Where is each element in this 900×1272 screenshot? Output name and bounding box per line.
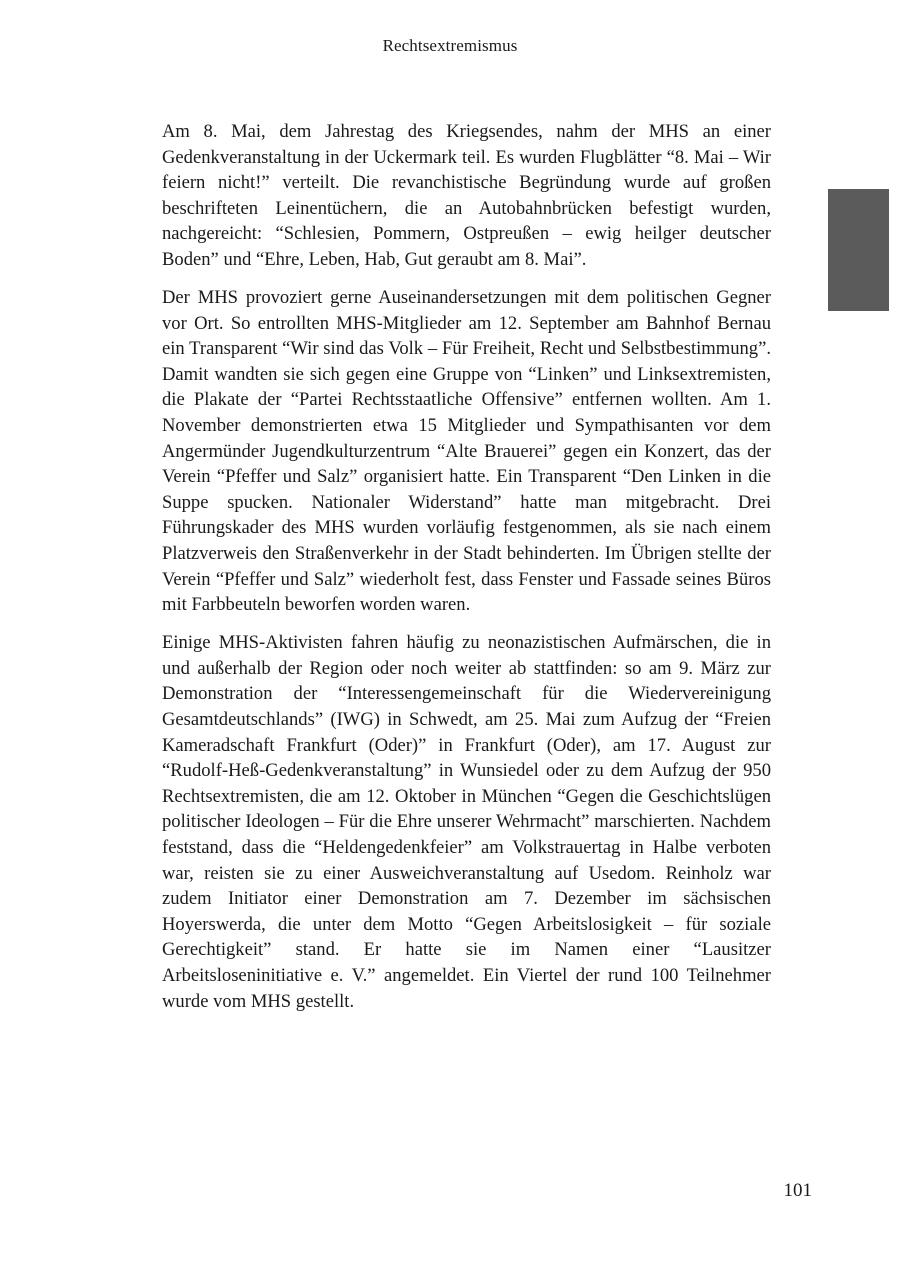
- paragraph-1: Am 8. Mai, dem Jahrestag des Kriegsendes, nahm der MHS an einer Gedenkveranstaltung in der Uckermark teil. Es wurden Flugblätter “8. Mai – Wir feiern nicht!” verteilt. Die revanchistische Begründung wurde auf großen beschrifteten Leinentüchern, die an Autobahnbrücken befestigt wurden, nachgereicht: “Schlesien, Pommern, Ostpreußen – ewig heilger deutscher Boden” und “Ehre, Leben, Hab, Gut geraubt am 8. Mai”.: [162, 121, 771, 270]
- paragraph-3: Einige MHS-Aktivisten fahren häufig zu neonazistischen Aufmärschen, die in und außerhalb der Region oder noch weiter ab stattfinden: so am 9. März zur Demonstration der “Interessengemeinschaft für die Wiedervereinigung Gesamtdeutschlands” (IWG) in Schwedt, am 25. Mai zum Aufzug der “Freien Kameradschaft Frankfurt (Oder)” in Frankfurt (Oder), am 17. August zur “Rudolf-Heß-Gedenkveranstaltung” in Wunsiedel oder zu dem Aufzug der 950 Rechtsextremisten, die am 12. Oktober in München “Gegen die Geschichtslügen politischer Ideologen – Für die Ehre unserer Wehrmacht” marschierten. Nachdem feststand, dass die “Heldengedenkfeier” am Volkstrauertag in Halbe verboten war, reisten sie zu einer Ausweichveranstaltung auf Usedom. Reinholz war zudem Initiator einer Demonstration am 7. Dezember im sächsischen Hoyerswerda, die unter dem Motto “Gegen Arbeitslosigkeit – für soziale Gerechtigkeit” stand. Er hatte sie im Namen einer “Lausitzer Arbeitsloseninitiative e. V.” angemeldet. Ein Viertel der rund 100 Teilnehmer wurde vom MHS gestellt.: [162, 632, 771, 1012]
- body-text: [162, 119, 771, 1027]
- running-head: Rechtsextremismus: [382, 36, 518, 55]
- page-number: 101: [783, 1180, 812, 1201]
- paragraph-2: Der MHS provoziert gerne Auseinandersetzungen mit dem politischen Gegner vor Ort. So entrollten MHS-Mitglieder am 12. September am Bahnhof Bernau ein Transparent “Wir sind das Volk – Für Freiheit, Recht und Selbstbestimmung”. Damit wandten sie sich gegen eine Gruppe von “Linken” und Linksextremisten, die Plakate der “Partei Rechtsstaatliche Offensive” entfernen wollten. Am 1. November demonstrierten etwa 15 Mitglieder und Sympathisanten vor dem Angermünder Jugendkulturzentrum “Alte Brauerei” gegen ein Konzert, das der Verein “Pfeffer und Salz” organisiert hatte. Ein Transparent “Den Linken in die Suppe spucken. Nationaler Widerstand” hatte man mitgebracht. Drei Führungskader des MHS wurden vorläufig festgenommen, als sie nach einem Platzverweis den Straßenverkehr in der Stadt behinderten. Im Übrigen stellte der Verein “Pfeffer und Salz” wiederholt fest, dass Fenster und Fassade seines Büros mit Farbbeuteln beworfen worden waren.: [162, 287, 771, 616]
- chapter-thumb-tab: [828, 189, 889, 311]
